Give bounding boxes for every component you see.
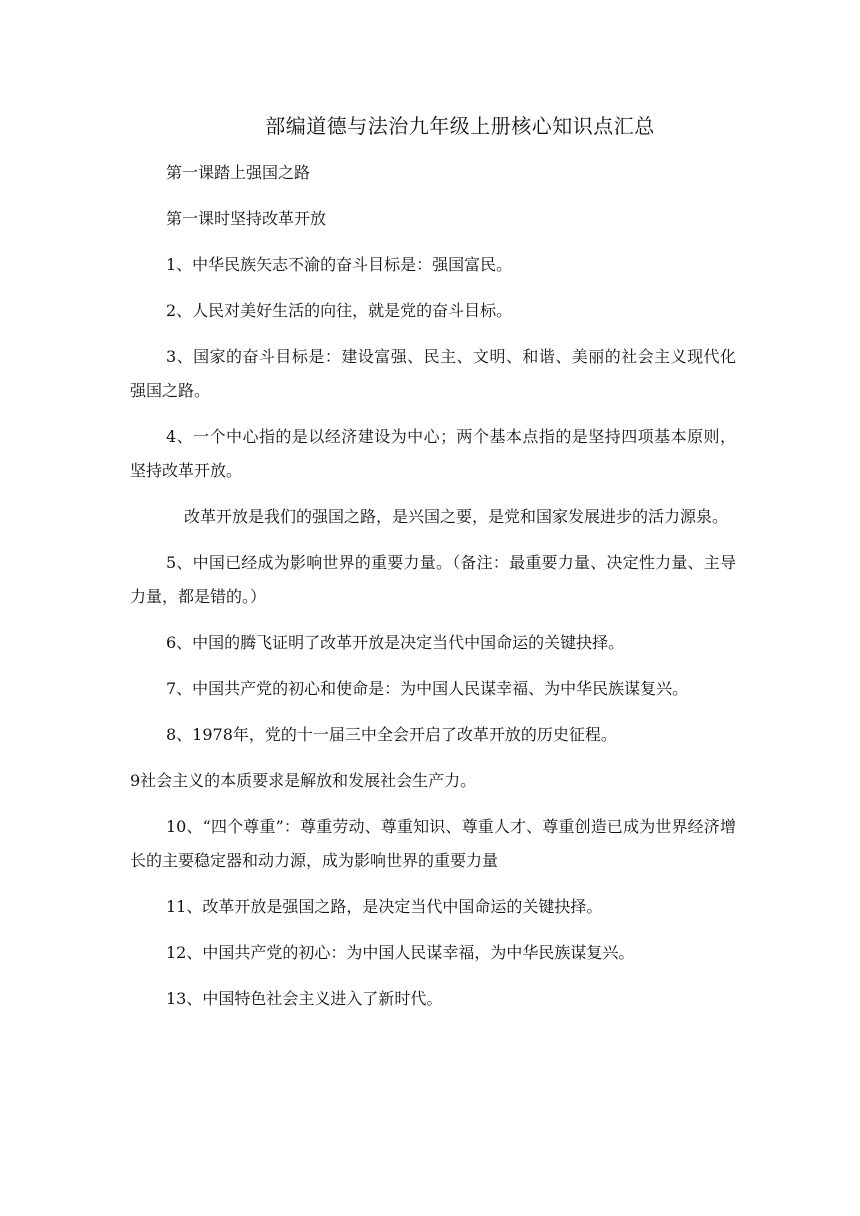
paragraph-12: 12、中国共产党的初心：为中国人民谋幸福，为中华民族谋复兴。: [166, 943, 635, 962]
lesson-heading: 第一课踏上强国之路: [166, 163, 311, 182]
paragraph-10: 10、“四个尊重”：尊重劳动、尊重知识、尊重人才、尊重创造已成为世界经济增长的主要稳定器和动力源，成为影响世界的重要力量: [130, 817, 736, 870]
paragraph-9: 9社会主义的本质要求是解放和发展社会生产力。: [130, 771, 477, 790]
paragraph-1: 1、中华民族矢志不渝的奋斗目标是：强国富民。: [166, 255, 513, 274]
section-heading: 第一课时坚持改革开放: [166, 209, 327, 228]
paragraph-reform-note: 改革开放是我们的强国之路，是兴国之要，是党和国家发展进步的活力源泉。: [184, 507, 729, 526]
paragraph-8: 8、1978年，党的十一届三中全会开启了改革开放的历史征程。: [166, 725, 617, 744]
document-title: 部编道德与法治九年级上册核心知识点汇总: [265, 114, 655, 138]
paragraph-7: 7、中国共产党的初心和使命是：为中国人民谋幸福、为中华民族谋复兴。: [166, 679, 689, 698]
paragraph-11: 11、改革开放是强国之路，是决定当代中国命运的关键抉择。: [166, 897, 603, 916]
paragraph-4: 4、一个中心指的是以经济建设为中心；两个基本点指的是坚持四项基本原则，坚持改革开放。: [130, 427, 736, 480]
paragraph-6: 6、中国的腾飞证明了改革开放是决定当代中国命运的关键抉择。: [166, 633, 625, 652]
paragraph-3: 3、国家的奋斗目标是：建设富强、民主、文明、和谐、美丽的社会主义现代化强国之路。: [130, 347, 736, 400]
paragraph-13: 13、中国特色社会主义进入了新时代。: [166, 989, 443, 1008]
document-body: [130, 156, 736, 1028]
paragraph-2: 2、人民对美好生活的向往，就是党的奋斗目标。: [166, 301, 513, 320]
paragraph-5: 5、中国已经成为影响世界的重要力量。（备注：最重要力量、决定性力量、主导力量，都是错的。）: [130, 553, 736, 606]
